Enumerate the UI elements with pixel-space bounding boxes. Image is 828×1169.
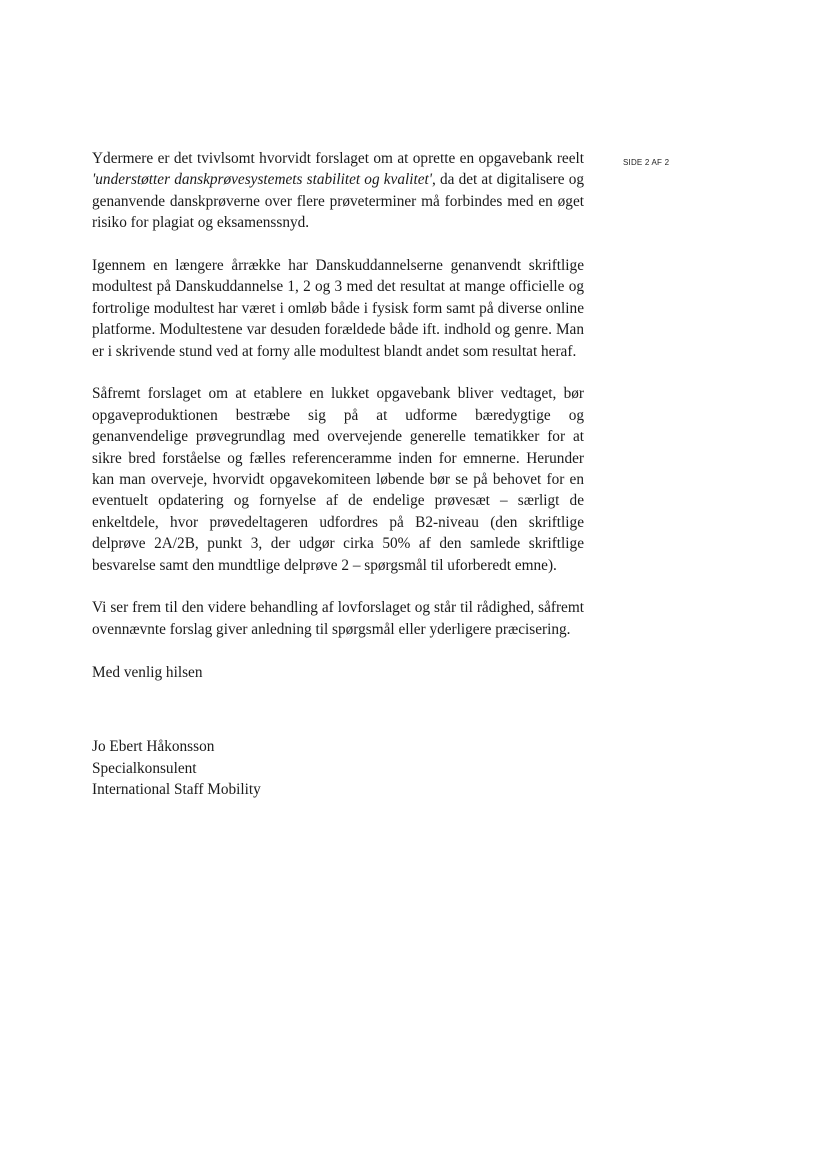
signatory-title: Specialkonsulent	[92, 759, 197, 777]
paragraph-opgavebank	[92, 148, 584, 234]
closing-greeting: Med venlig hilsen	[92, 663, 203, 681]
signatory-department: International Staff Mobility	[92, 780, 261, 798]
quoted-phrase: 'understøtter danskprøvesystemets stabilitet og kvalitet'	[92, 171, 433, 189]
letter-body	[92, 148, 584, 800]
page-number: SIDE 2 AF 2	[623, 158, 670, 167]
paragraph-modultest: Igennem en længere årrække har Danskuddannelserne genanvendt skriftlige modultest på Danskuddannelse 1, 2 og 3 med det resultat at mange officielle og fortrolige modultest har været i omløb både i fysisk form samt på diverse online platforme. Modultestene var desuden forældede både ift. indhold og genre. Man er i skrivende stund ved at forny alle modultest blandt andet som resultat heraf.	[92, 257, 584, 360]
paragraph-proposal: Såfremt forslaget om at etablere en lukket opgavebank bliver vedtaget, bør opgaveproduktionen bestræbe sig på at udforme bæredygtige og genanvendelige prøvegrundlag med overvejende generelle tematikker for at sikre bred forståelse og fælles referenceramme inden for emnerne. Herunder kan man overveje, hvorvidt opgavekomiteen løbende bør se på behovet for en eventuelt opdatering og fornyelse af de endelige prøvesæt – særligt de enkeltdele, hvor prøvedeltageren udfordres på B2-niveau (den skriftlige delprøve 2A/2B, punkt 3, der udgør cirka 50% af den samlede skriftlige besvarelse samt den mundtlige delprøve 2 – spørgsmål til uforberedt emne).	[92, 385, 584, 574]
signature-block	[92, 736, 584, 800]
paragraph-opgavebank-text-start: Ydermere er det tvivlsomt hvorvidt forslaget om at oprette en opgavebank reelt	[92, 150, 584, 167]
signatory-name: Jo Ebert Håkonsson	[92, 738, 215, 756]
paragraph-opgavebank-text-end: , da det at digitalisere og genanvende danskprøverne over flere prøveterminer må forbindes med en øget risiko for plagiat og eksamenssnyd.	[92, 171, 585, 232]
paragraph-outlook: Vi ser frem til den videre behandling af lovforslaget og står til rådighed, såfremt ovennævnte forslag giver anledning til spørgsmål eller yderligere præcisering.	[92, 599, 584, 638]
